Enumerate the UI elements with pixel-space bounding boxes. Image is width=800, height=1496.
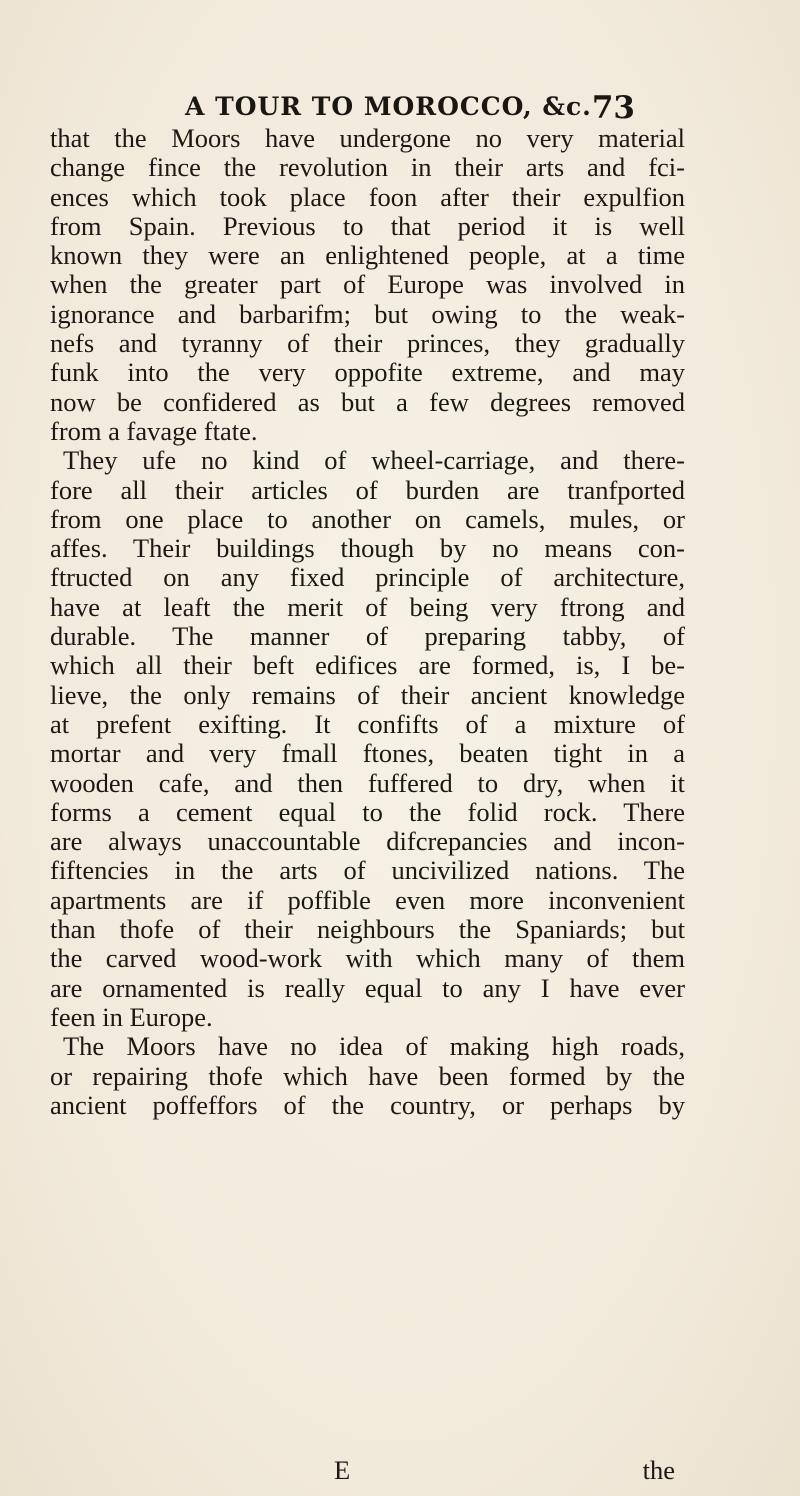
text-line: ences which took place foon after their expulfion — [50, 181, 685, 212]
page-footer — [50, 1455, 685, 1485]
text-line: when the greater part of Europe was involved in — [50, 269, 685, 300]
text-line: ancient poffeffors of the country, or perhaps by — [50, 1089, 685, 1120]
text-line: the carved wood-work with which many of them — [50, 943, 685, 974]
paragraph-start-line: They ufe no kind of wheel-carriage, and there- — [63, 445, 685, 476]
text-line: than thofe of their neighbours the Spaniards; but — [50, 914, 685, 945]
paragraph-end-line: from a favage ftate. — [50, 415, 258, 446]
text-line: known they were an enlightened people, at a time — [50, 240, 685, 271]
paragraph-end-line: feen in Europe. — [50, 1001, 213, 1032]
text-line: lieve, the only remains of their ancient knowledge — [50, 679, 685, 710]
text-line: are ornamented is really equal to any I have ever — [50, 972, 685, 1003]
catchword: the — [642, 1455, 675, 1485]
text-line: ftructed on any fixed principle of architecture, — [50, 562, 685, 593]
text-line: from Spain. Previous to that period it is well — [50, 210, 685, 241]
text-line: which all their beft edifices are formed, is, I be- — [50, 650, 685, 681]
text-line: affes. Their buildings though by no means con- — [50, 533, 685, 564]
page-number: 73 — [591, 90, 635, 126]
text-line: apartments are if poffible even more inconvenient — [50, 884, 685, 915]
text-line: fore all their articles of burden are tranfported — [50, 474, 685, 505]
body-text — [50, 124, 685, 1120]
text-line: nefs and tyranny of their princes, they gradually — [50, 328, 685, 359]
signature-mark: E — [334, 1455, 351, 1485]
text-line: or repairing thofe which have been formed by the — [50, 1060, 685, 1091]
text-line: at prefent exifting. It confifts of a mixture of — [50, 708, 685, 739]
text-line: durable. The manner of preparing tabby, of — [50, 621, 685, 652]
text-line: that the Moors have undergone no very material — [50, 123, 685, 153]
text-line: ignorance and barbarifm; but owing to the weak- — [50, 298, 685, 329]
text-line: have at leaft the merit of being very ftrong and — [50, 591, 685, 622]
running-head: A TOUR TO MOROCCO, &c. — [185, 92, 592, 121]
text-line: now be confidered as but a few degrees removed — [50, 386, 685, 417]
text-line: are always unaccountable difcrepancies and incon- — [50, 826, 685, 857]
text-line: wooden cafe, and then fuffered to dry, when it — [50, 767, 685, 798]
text-line: mortar and very fmall ftones, beaten tight in a — [50, 738, 685, 769]
text-line: funk into the very oppofite extreme, and may — [50, 357, 685, 388]
text-line: from one place to another on camels, mules, or — [50, 503, 685, 534]
paragraph-start-line: The Moors have no idea of making high roads, — [63, 1031, 685, 1062]
text-line: fiftencies in the arts of uncivilized nations. The — [50, 855, 685, 886]
text-line: forms a cement equal to the folid rock. There — [50, 796, 685, 827]
text-line: change fince the revolution in their arts and fci- — [50, 152, 685, 183]
